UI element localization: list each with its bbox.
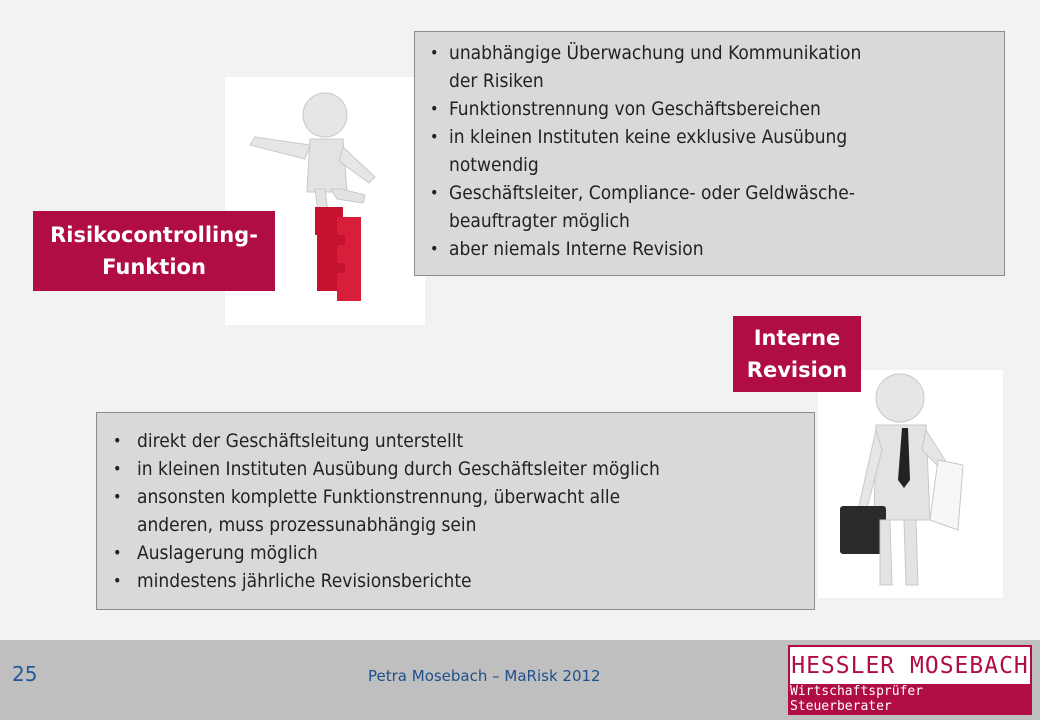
risikocontrolling-bullet-box [414,31,1005,276]
interne-revision-bullet-box [96,412,815,610]
bullet-glyph: • [113,543,122,562]
bullet-glyph: • [113,487,122,506]
bullet-text: der Risiken [449,70,544,92]
bullet-item [103,483,808,539]
label-line: Revision [746,358,848,382]
bullet-glyph: • [430,99,439,118]
bullet-text: in kleinen Instituten keine exklusive Ausübung [449,126,848,148]
bullet-list [421,39,998,263]
bullet-text: beauftragter möglich [449,210,630,232]
bullet-item [421,235,998,263]
bullet-list [103,427,808,595]
bullet-glyph: • [430,183,439,202]
label-line: Funktion [102,255,206,279]
bullet-text: unabhängige Überwachung und Kommunikation [449,42,862,64]
bullet-item [103,455,808,483]
bullet-text: mindestens jährliche Revisionsberichte [137,570,472,592]
bullet-text: anderen, muss prozessunabhängig sein [137,514,477,536]
label-line: Interne [753,326,841,350]
bullet-text: direkt der Geschäftsleitung unterstellt [137,430,464,452]
bullet-text: Funktionstrennung von Geschäftsbereichen [449,98,821,120]
bullet-glyph: • [430,127,439,146]
logo-name: HESSLER MOSEBACH [791,652,1029,679]
bullet-glyph: • [113,459,122,478]
businessman-briefcase-icon [818,370,1003,598]
bullet-text: in kleinen Instituten Ausübung durch Geschäftsleiter möglich [137,458,660,480]
footer-text: Petra Mosebach – MaRisk 2012 [368,667,601,685]
company-logo [788,645,1032,715]
interne-revision-label [733,316,861,392]
label-line: Risikocontrolling- [50,223,258,247]
bullet-text: Geschäftsleiter, Compliance- oder Geldwäsche- [449,182,855,204]
bullet-item [421,179,998,235]
bullet-item [421,39,998,95]
logo-subtitle: Wirtschaftsprüfer Steuerberater [790,684,1030,713]
bullet-item [421,95,998,123]
page-number: 25 [12,662,38,686]
bullet-glyph: • [430,43,439,62]
bullet-text: ansonsten komplette Funktionstrennung, überwacht alle [137,486,621,508]
bullet-item [421,123,998,179]
bullet-item [103,539,808,567]
bullet-glyph: • [113,571,122,590]
bullet-glyph: • [113,431,122,450]
footer-bar [0,640,1040,720]
bullet-text: Auslagerung möglich [137,542,318,564]
bullet-item [103,567,808,595]
bullet-text: notwendig [449,154,539,176]
businessman-illustration [818,370,1003,598]
bullet-glyph: • [430,239,439,258]
risikocontrolling-label [33,211,275,291]
bullet-item [103,427,808,455]
bullet-text: aber niemals Interne Revision [449,238,704,260]
